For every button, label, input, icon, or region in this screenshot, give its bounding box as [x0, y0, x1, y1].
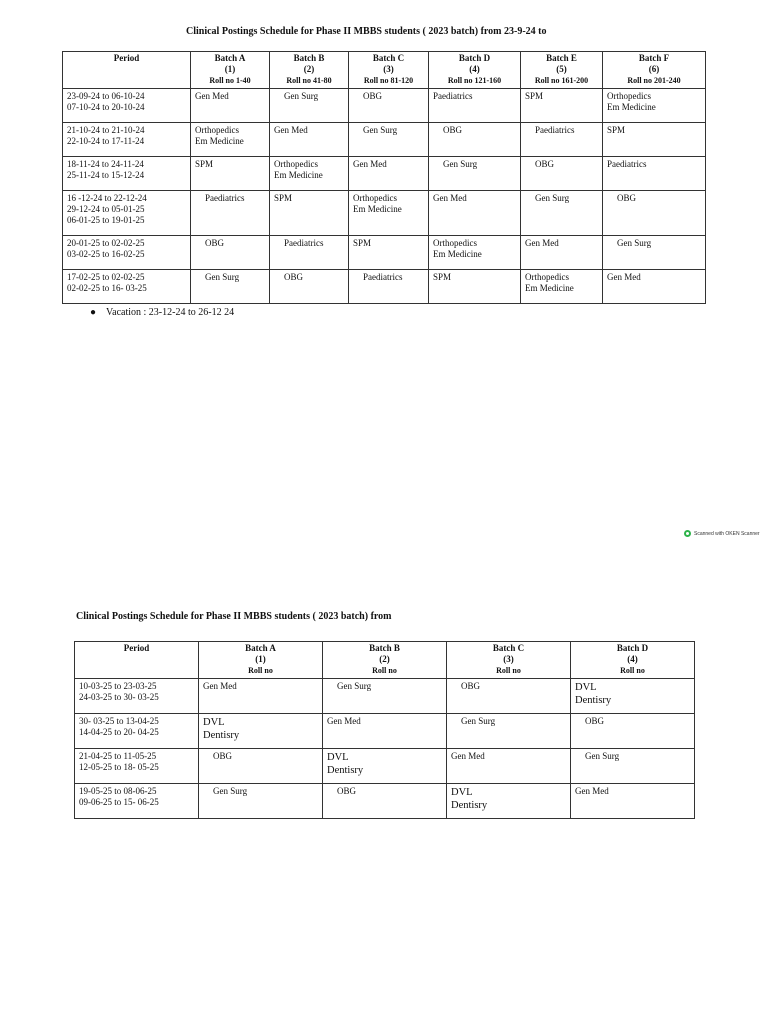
posting-line: Dentisry	[451, 799, 488, 811]
posting-cell	[323, 783, 447, 818]
table-row	[63, 88, 706, 122]
posting-cell	[447, 713, 571, 748]
posting-cell	[603, 88, 706, 122]
posting-cell	[521, 269, 603, 303]
posting-cell	[521, 190, 603, 235]
posting-cell	[199, 713, 323, 748]
posting-cell	[603, 235, 706, 269]
period-line: 03-02-25 to 16-02-25	[67, 248, 145, 259]
posting-cell	[429, 269, 521, 303]
schedule1-title: Clinical Postings Schedule for Phase II MBBS students ( 2023 batch) from 23-9-24 to	[186, 26, 547, 37]
period-cell	[63, 122, 191, 156]
posting-line: Gen Med	[203, 680, 237, 691]
posting-cell	[270, 190, 349, 235]
posting-line: OBG	[461, 680, 481, 691]
posting-cell	[571, 783, 695, 818]
period-line: 18-11-24 to 24-11-24	[67, 158, 144, 169]
schedule2-header-row	[75, 642, 695, 679]
posting-line: Gen Med	[451, 750, 485, 761]
period-line: 24-03-25 to 30- 03-25	[79, 691, 159, 702]
table-row	[75, 748, 695, 783]
period-cell	[63, 88, 191, 122]
posting-cell	[191, 269, 270, 303]
posting-cell	[349, 88, 429, 122]
posting-line: Em Medicine	[353, 203, 402, 214]
posting-line: Gen Med	[575, 785, 609, 796]
posting-cell	[447, 783, 571, 818]
posting-line: OBG	[617, 192, 637, 203]
posting-line: OBG	[443, 124, 463, 135]
posting-line: Paediatrics	[607, 158, 647, 169]
table-row	[63, 190, 706, 235]
posting-cell	[191, 122, 270, 156]
posting-cell	[429, 156, 521, 190]
posting-cell	[521, 156, 603, 190]
posting-line: SPM	[353, 237, 372, 248]
posting-cell	[521, 235, 603, 269]
period-cell	[63, 156, 191, 190]
scanner-watermark	[684, 530, 760, 537]
bullet-icon: ●	[90, 307, 97, 318]
posting-line: Em Medicine	[607, 101, 656, 112]
period-line: 17-02-25 to 02-02-25	[67, 271, 145, 282]
vacation-text: Vacation : 23-12-24 to 26-12 24	[106, 307, 235, 318]
posting-line: DVL	[203, 716, 225, 728]
posting-line: Paediatrics	[535, 124, 575, 135]
posting-cell	[603, 156, 706, 190]
posting-line: Gen Med	[274, 124, 308, 135]
posting-line: Dentisry	[203, 729, 240, 741]
posting-line: DVL	[327, 751, 349, 763]
posting-cell	[429, 235, 521, 269]
posting-cell	[571, 748, 695, 783]
posting-line: SPM	[195, 158, 214, 169]
posting-cell	[199, 783, 323, 818]
posting-cell	[571, 713, 695, 748]
posting-cell	[521, 88, 603, 122]
posting-line: SPM	[433, 271, 452, 282]
posting-cell	[270, 269, 349, 303]
period-line: 16 -12-24 to 22-12-24	[67, 192, 147, 203]
posting-cell	[270, 156, 349, 190]
posting-line: Em Medicine	[195, 135, 244, 146]
period-cell	[63, 235, 191, 269]
posting-cell	[603, 190, 706, 235]
posting-cell	[429, 190, 521, 235]
posting-line: Em Medicine	[525, 282, 574, 293]
posting-line: Gen Med	[327, 715, 361, 726]
posting-line: SPM	[274, 192, 293, 203]
header-batch-b: Batch B (2) Roll no	[323, 642, 447, 679]
posting-line: Gen Med	[525, 237, 559, 248]
posting-cell	[270, 122, 349, 156]
posting-cell	[199, 748, 323, 783]
posting-line: Gen Surg	[284, 90, 319, 101]
posting-line: Gen Surg	[443, 158, 478, 169]
posting-line: Gen Med	[607, 271, 641, 282]
schedule1-table	[62, 51, 706, 304]
posting-line: Gen Med	[353, 158, 387, 169]
posting-line: DVL	[451, 786, 473, 798]
scanner-text: Scanned with OKEN Scanner	[694, 530, 760, 537]
posting-cell	[349, 122, 429, 156]
scanner-logo-icon	[684, 530, 691, 537]
posting-line: Orthopedics	[353, 192, 397, 203]
period-line: 29-12-24 to 05-01-25	[67, 203, 145, 214]
posting-line: Gen Med	[433, 192, 467, 203]
posting-cell	[349, 235, 429, 269]
header-batch-d: Batch D (4) Roll no	[571, 642, 695, 679]
posting-cell	[323, 678, 447, 713]
table-row	[63, 122, 706, 156]
posting-line: Gen Surg	[363, 124, 398, 135]
posting-line: Paediatrics	[284, 237, 324, 248]
posting-cell	[603, 122, 706, 156]
posting-cell	[447, 748, 571, 783]
period-line: 21-10-24 to 21-10-24	[67, 124, 145, 135]
period-cell	[63, 269, 191, 303]
table-row	[63, 269, 706, 303]
posting-cell	[349, 269, 429, 303]
posting-line: Gen Surg	[617, 237, 652, 248]
header-batch-d: Batch D (4) Roll no 121-160	[429, 52, 521, 89]
posting-cell	[191, 235, 270, 269]
header-batch-f: Batch F (6) Roll no 201-240	[603, 52, 706, 89]
schedule2-title: Clinical Postings Schedule for Phase II MBBS students ( 2023 batch) from	[76, 611, 392, 622]
posting-cell	[521, 122, 603, 156]
posting-line: OBG	[363, 90, 383, 101]
posting-line: OBG	[535, 158, 555, 169]
period-line: 12-05-25 to 18- 05-25	[79, 761, 159, 772]
period-line: 07-10-24 to 20-10-24	[67, 101, 145, 112]
posting-line: SPM	[607, 124, 626, 135]
header-batch-e: Batch E (5) Roll no 161-200	[521, 52, 603, 89]
posting-cell	[323, 713, 447, 748]
period-line: 25-11-24 to 15-12-24	[67, 169, 145, 180]
posting-line: Dentisry	[327, 764, 364, 776]
table-row	[75, 713, 695, 748]
posting-line: Orthopedics	[195, 124, 239, 135]
posting-line: Paediatrics	[433, 90, 473, 101]
posting-line: Em Medicine	[433, 248, 482, 259]
vacation-note	[90, 307, 234, 318]
period-cell	[75, 713, 199, 748]
header-batch-c: Batch C (3) Roll no 81-120	[349, 52, 429, 89]
posting-line: Paediatrics	[363, 271, 403, 282]
posting-cell	[323, 748, 447, 783]
period-cell	[75, 678, 199, 713]
posting-cell	[191, 156, 270, 190]
posting-cell	[191, 190, 270, 235]
posting-line: DVL	[575, 681, 597, 693]
period-line: 19-05-25 to 08-06-25	[79, 785, 157, 796]
schedule2-table	[74, 641, 695, 819]
period-cell	[63, 190, 191, 235]
posting-line: Gen Surg	[213, 785, 248, 796]
period-line: 20-01-25 to 02-02-25	[67, 237, 145, 248]
period-line: 09-06-25 to 15- 06-25	[79, 796, 159, 807]
period-line: 06-01-25 to 19-01-25	[67, 215, 145, 225]
posting-line: Em Medicine	[274, 169, 323, 180]
posting-line: Gen Surg	[461, 715, 496, 726]
posting-line: Orthopedics	[525, 271, 569, 282]
posting-line: SPM	[525, 90, 544, 101]
posting-line: Orthopedics	[607, 90, 651, 101]
period-line: 02-02-25 to 16- 03-25	[67, 282, 147, 293]
period-line: 22-10-24 to 17-11-24	[67, 135, 145, 146]
posting-line: Dentisry	[575, 694, 612, 706]
header-period: Period	[63, 52, 191, 89]
posting-cell	[199, 678, 323, 713]
header-batch-c: Batch C (3) Roll no	[447, 642, 571, 679]
posting-line: OBG	[585, 715, 605, 726]
posting-cell	[603, 269, 706, 303]
period-cell	[75, 748, 199, 783]
posting-line: Gen Surg	[585, 750, 620, 761]
posting-line: Gen Surg	[337, 680, 372, 691]
header-batch-a: Batch A (1) Roll no	[199, 642, 323, 679]
posting-line: Gen Surg	[535, 192, 570, 203]
period-line: 23-09-24 to 06-10-24	[67, 90, 145, 101]
schedule1-header-row	[63, 52, 706, 89]
posting-cell	[270, 88, 349, 122]
period-line: 30- 03-25 to 13-04-25	[79, 715, 159, 726]
posting-cell	[270, 235, 349, 269]
period-line: 10-03-25 to 23-03-25	[79, 680, 157, 691]
table-row	[75, 678, 695, 713]
posting-line: OBG	[213, 750, 233, 761]
header-batch-a: Batch A (1) Roll no 1-40	[191, 52, 270, 89]
posting-line: Orthopedics	[274, 158, 318, 169]
posting-line: Gen Surg	[205, 271, 240, 282]
period-line: 21-04-25 to 11-05-25	[79, 750, 157, 761]
table-row	[63, 235, 706, 269]
posting-cell	[191, 88, 270, 122]
posting-line: Orthopedics	[433, 237, 477, 248]
posting-cell	[447, 678, 571, 713]
posting-line: OBG	[337, 785, 357, 796]
table-row	[63, 156, 706, 190]
posting-cell	[571, 678, 695, 713]
posting-cell	[349, 190, 429, 235]
period-cell	[75, 783, 199, 818]
header-batch-b: Batch B (2) Roll no 41-80	[270, 52, 349, 89]
posting-line: Paediatrics	[205, 192, 245, 203]
posting-cell	[429, 122, 521, 156]
period-line: 14-04-25 to 20- 04-25	[79, 726, 159, 737]
table-row	[75, 783, 695, 818]
posting-cell	[429, 88, 521, 122]
posting-line: OBG	[284, 271, 304, 282]
posting-line: OBG	[205, 237, 225, 248]
posting-line: Gen Med	[195, 90, 229, 101]
header-period: Period	[75, 642, 199, 679]
posting-cell	[349, 156, 429, 190]
